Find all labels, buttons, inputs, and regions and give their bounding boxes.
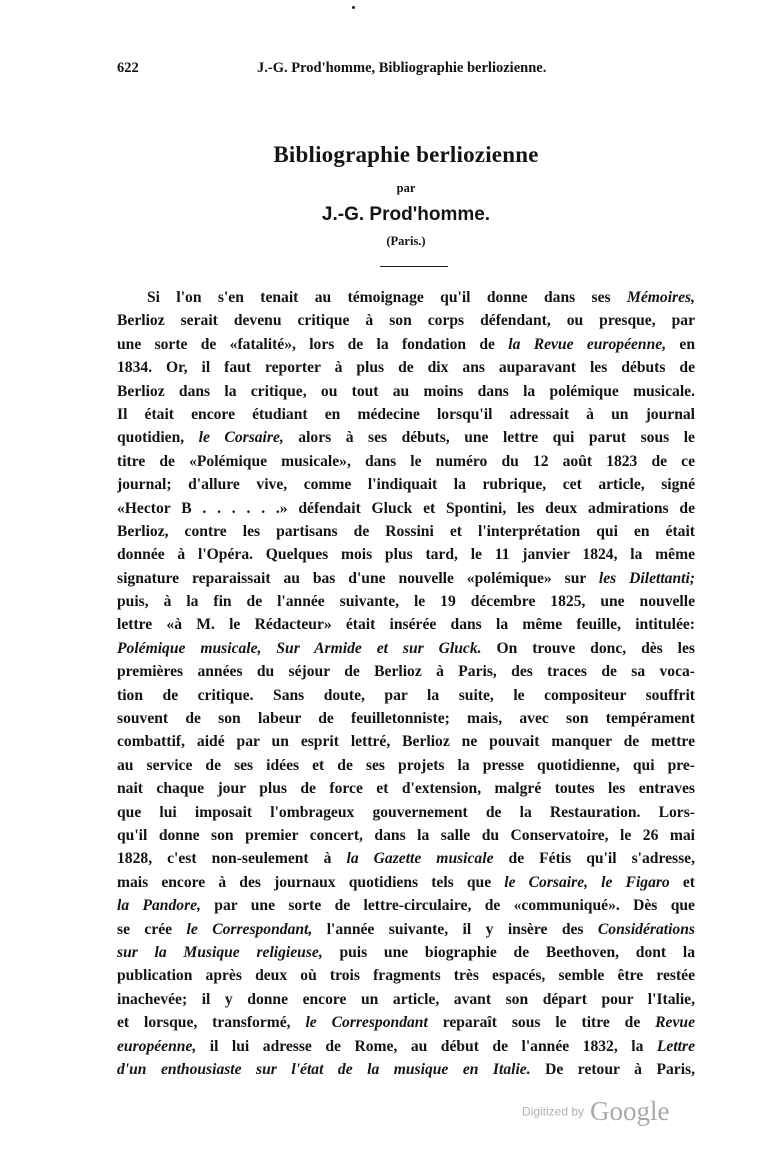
text-line — [117, 754, 695, 777]
italic-segment: Mémoires, — [626, 289, 695, 306]
text-segment: et lorsque, transformé, — [117, 1014, 306, 1032]
italic-segment: Considérations — [597, 920, 695, 938]
text-segment: donnée à l'Opéra. Quelques mois plus tard, le 11 janvier 1824, la même — [117, 546, 695, 564]
text-segment: inachevée; il y donne encore un article, avant son départ pour l'Italie, — [117, 990, 695, 1008]
title-divider — [380, 266, 448, 267]
text-line — [117, 356, 695, 379]
text-segment: en — [666, 335, 695, 353]
text-segment: mais encore à des journaux quotidiens tels que — [117, 873, 505, 891]
text-segment: qu'il donne son premier concert, dans la salle du Conservatoire, le 26 mai — [117, 826, 695, 844]
text-line — [117, 777, 695, 800]
text-line — [117, 567, 695, 590]
text-segment: lettre «à M. le Rédacteur» était insérée dans la même feuille, intitulée: — [117, 616, 695, 634]
text-line — [117, 450, 695, 473]
text-segment: combattif, aidé par un esprit lettré, Berlioz ne pouvait manquer de mettre — [117, 733, 695, 751]
text-segment: Si l'on s'en tenait au témoignage qu'il donne dans ses — [147, 289, 627, 306]
text-line — [117, 1058, 695, 1081]
page-number: 622 — [117, 60, 139, 76]
text-segment: au service de ses idées et de ses projets la presse quotidienne, qui pre- — [117, 756, 695, 774]
text-segment: reparaît sous le titre de — [427, 1014, 656, 1032]
text-line — [117, 497, 695, 520]
running-head — [117, 60, 695, 84]
italic-segment: le Corsaire, — [198, 429, 284, 447]
text-segment: Berlioz serait devenu critique à son corps défendant, ou presque, par — [117, 312, 695, 330]
text-segment: «Hector B . . . . . .» défendait Gluck et Spontini, les deux admirations de — [117, 499, 695, 517]
text-line — [117, 403, 695, 426]
text-line — [117, 871, 695, 894]
article-author: J.-G. Prod'homme. — [321, 204, 491, 225]
text-line — [117, 590, 695, 613]
text-segment: puis, à la fin de l'année suivante, le 19 décembre 1825, une nouvelle — [117, 593, 695, 611]
text-segment: une sorte de «fatalité», lors de la fondation de — [117, 335, 509, 353]
text-line — [117, 637, 695, 660]
running-title: J.-G. Prod'homme, Bibliographie berliozienne. — [257, 60, 547, 76]
italic-segment: le Corsaire, le Figaro — [504, 873, 670, 891]
text-line — [117, 988, 695, 1011]
text-segment: se crée — [117, 920, 187, 938]
text-line — [117, 918, 695, 941]
text-segment: Il était encore étudiant en médecine lorsqu'il adressait à un journal — [117, 405, 695, 423]
text-segment: alors à ses débuts, une lettre qui parut sous le — [283, 429, 695, 447]
text-segment: 1828, c'est non-seulement à — [117, 850, 347, 868]
text-line — [117, 380, 695, 403]
digitized-by-label: Digitized by — [522, 1104, 585, 1119]
text-line — [117, 847, 695, 870]
italic-segment: les Dilettanti; — [598, 569, 695, 587]
text-segment: journal; d'allure vive, comme l'indiquait la rubrique, cet article, signé — [117, 476, 695, 494]
text-line — [117, 730, 695, 753]
text-line — [117, 684, 695, 707]
text-line — [117, 286, 695, 309]
text-line — [117, 473, 695, 496]
google-logo: Google — [590, 1096, 670, 1126]
text-line — [117, 941, 695, 964]
text-line — [117, 426, 695, 449]
text-line — [117, 824, 695, 847]
text-segment: que lui imposait l'ombrageux gouvernement de la Restauration. Lors- — [117, 803, 695, 821]
text-line — [117, 543, 695, 566]
text-segment: Berlioz dans la critique, ou tout au moins dans la polémique musicale. — [117, 382, 695, 400]
italic-segment: européenne, — [117, 1037, 197, 1055]
text-segment: De retour à Paris, — [530, 1060, 695, 1078]
text-line — [117, 964, 695, 987]
body-paragraph — [117, 286, 695, 1081]
italic-segment: la Gazette musicale — [346, 850, 494, 868]
text-segment: On trouve donc, dès les — [481, 639, 695, 657]
text-line — [117, 309, 695, 332]
text-segment: par une sorte de lettre-circulaire, de «communiqué». Dès que — [200, 897, 695, 915]
italic-segment: d'un enthousiaste sur l'état de la musique en Italie. — [117, 1060, 531, 1078]
text-line — [117, 660, 695, 683]
text-segment: et — [669, 873, 695, 891]
text-segment: publication après deux où trois fragments très espacés, semble être restée — [117, 967, 695, 985]
text-segment: premières années du séjour de Berlioz à Paris, des traces de sa voca- — [117, 663, 695, 681]
text-line — [117, 801, 695, 824]
italic-segment: la Revue européenne, — [508, 335, 667, 353]
text-line — [117, 520, 695, 543]
italic-segment: sur la Musique religieuse, — [117, 943, 323, 961]
italic-segment: Polémique musicale, Sur Armide et sur Gluck. — [117, 639, 482, 657]
text-line — [117, 894, 695, 917]
text-segment: titre de «Polémique musicale», dans le numéro du 12 août 1823 de ce — [117, 452, 695, 470]
text-segment: nait chaque jour plus de force et d'extension, malgré toutes les entraves — [117, 780, 695, 798]
text-segment: il lui adresse de Rome, au début de l'année 1832, la — [196, 1037, 657, 1055]
text-segment: souvent de son labeur de feuilletonniste; mais, avec son tempérament — [117, 710, 695, 728]
text-segment: puis une biographie de Beethoven, dont la — [322, 943, 695, 961]
text-line — [117, 1035, 695, 1058]
text-line — [117, 1011, 695, 1034]
text-line — [117, 333, 695, 356]
text-segment: Berlioz, contre les partisans de Rossini et l'interprétation qui en était — [117, 522, 695, 540]
text-line — [117, 613, 695, 636]
article-by: par — [396, 181, 416, 195]
digitized-watermark — [522, 1096, 670, 1136]
article-place: (Paris.) — [386, 234, 426, 248]
text-segment: de Fétis qu'il s'adresse, — [493, 850, 695, 868]
text-segment: tion de critique. Sans doute, par la suite, le compositeur souffrit — [117, 686, 695, 704]
italic-segment: le Correspondant, — [186, 920, 313, 938]
italic-segment: Lettre — [656, 1037, 695, 1055]
text-segment: l'année suivante, il y insère des — [312, 920, 598, 938]
text-segment: 1834. Or, il faut reporter à plus de dix ans auparavant les débuts de — [117, 359, 695, 377]
text-segment: signature reparaissait au bas d'une nouvelle «polémique» sur — [117, 569, 599, 587]
italic-segment: la Pandore, — [117, 897, 201, 915]
scan-speck — [352, 6, 355, 9]
text-segment: quotidien, — [117, 429, 199, 447]
italic-segment: Revue — [655, 1014, 695, 1032]
italic-segment: le Correspondant — [305, 1014, 428, 1032]
text-line — [117, 707, 695, 730]
article-title: Bibliographie berliozienne — [273, 142, 539, 167]
